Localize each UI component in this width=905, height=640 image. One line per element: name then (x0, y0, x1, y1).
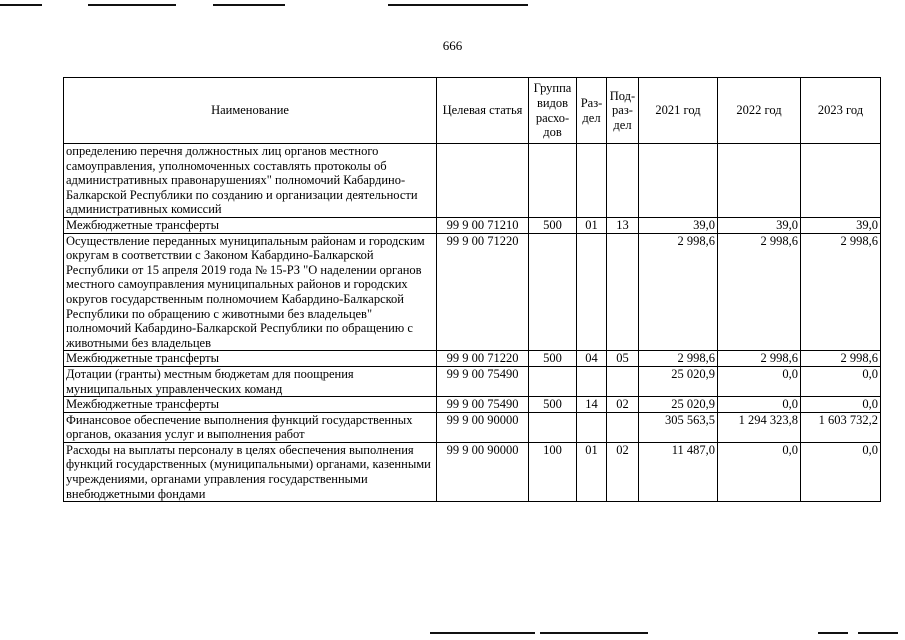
row-name: Межбюджетные трансферты (64, 397, 437, 413)
scan-artifact-line (818, 632, 848, 634)
row-target-article: 99 9 00 71210 (437, 217, 529, 233)
row-2023: 1 603 732,2 (801, 412, 881, 442)
header-2022: 2022 год (718, 78, 801, 144)
row-section: 01 (577, 217, 607, 233)
scan-artifact-line (0, 4, 42, 6)
row-2021: 2 998,6 (639, 233, 718, 351)
table-row (64, 442, 881, 501)
row-name: Осуществление переданных муниципальным районам и городским округам в соответствии с Законом Кабардино-Балкарской Республики от 15 апреля 2019 года № 15-РЗ "О наделении органов местного самоуправления муниципальных районов и городских округов государственным полномочием Кабардино-Балкарской Республики по обращению с животными без владельцев" полномочий Кабардино-Балкарской Республики по обращению с животными без владельцев (64, 233, 437, 351)
row-subsection (607, 412, 639, 442)
row-2021: 25 020,9 (639, 366, 718, 396)
row-name: Межбюджетные трансферты (64, 217, 437, 233)
row-expense-group (529, 233, 577, 351)
row-target-article: 99 9 00 90000 (437, 442, 529, 501)
scan-artifact-line (540, 632, 648, 634)
row-subsection (607, 233, 639, 351)
row-2023: 0,0 (801, 397, 881, 413)
scan-artifact-line (88, 4, 176, 6)
row-target-article: 99 9 00 71220 (437, 233, 529, 351)
table-row (64, 397, 881, 413)
row-2022: 1 294 323,8 (718, 412, 801, 442)
table-row (64, 144, 881, 218)
row-target-article: 99 9 00 71220 (437, 351, 529, 367)
header-expense-group: Группа видов расхо-дов (529, 78, 577, 144)
header-target-article: Целевая статья (437, 78, 529, 144)
row-subsection: 02 (607, 397, 639, 413)
row-2022: 0,0 (718, 397, 801, 413)
row-section (577, 233, 607, 351)
table-row (64, 366, 881, 396)
row-subsection: 02 (607, 442, 639, 501)
row-subsection (607, 144, 639, 218)
page-number: 666 (442, 38, 463, 53)
row-2022: 2 998,6 (718, 233, 801, 351)
row-subsection: 05 (607, 351, 639, 367)
table-row (64, 233, 881, 351)
row-2021: 305 563,5 (639, 412, 718, 442)
row-section: 14 (577, 397, 607, 413)
row-target-article: 99 9 00 90000 (437, 412, 529, 442)
scan-artifact-line (388, 4, 528, 6)
header-2021: 2021 год (639, 78, 718, 144)
header-2023: 2023 год (801, 78, 881, 144)
row-2023: 2 998,6 (801, 233, 881, 351)
row-2022: 0,0 (718, 442, 801, 501)
row-2023: 0,0 (801, 366, 881, 396)
header-name: Наименование (64, 78, 437, 144)
row-2023: 39,0 (801, 217, 881, 233)
row-2022: 0,0 (718, 366, 801, 396)
row-target-article: 99 9 00 75490 (437, 397, 529, 413)
table-header-row (64, 78, 881, 144)
budget-table (63, 77, 881, 502)
row-2022 (718, 144, 801, 218)
table-row (64, 351, 881, 367)
header-section: Раз-дел (577, 78, 607, 144)
row-name: Финансовое обеспечение выполнения функций государственных органов, оказания услуг и выполнения работ (64, 412, 437, 442)
row-2021 (639, 144, 718, 218)
row-subsection (607, 366, 639, 396)
row-name: Межбюджетные трансферты (64, 351, 437, 367)
row-section (577, 366, 607, 396)
row-subsection: 13 (607, 217, 639, 233)
row-section (577, 144, 607, 218)
row-2023: 2 998,6 (801, 351, 881, 367)
row-name: Дотации (гранты) местным бюджетам для поощрения муниципальных управленческих команд (64, 366, 437, 396)
row-2022: 39,0 (718, 217, 801, 233)
row-expense-group: 500 (529, 217, 577, 233)
row-name: Расходы на выплаты персоналу в целях обеспечения выполнения функций государственных (муниципальными) органами, казенными учреждениями, органами управления государственными внебюджетными фондами (64, 442, 437, 501)
row-expense-group (529, 144, 577, 218)
row-expense-group (529, 412, 577, 442)
row-2021: 39,0 (639, 217, 718, 233)
scan-artifact-line (430, 632, 535, 634)
row-expense-group (529, 366, 577, 396)
row-expense-group: 500 (529, 351, 577, 367)
row-2023 (801, 144, 881, 218)
row-2021: 11 487,0 (639, 442, 718, 501)
row-expense-group: 500 (529, 397, 577, 413)
scan-artifact-line (213, 4, 285, 6)
row-section: 01 (577, 442, 607, 501)
row-2021: 2 998,6 (639, 351, 718, 367)
row-expense-group: 100 (529, 442, 577, 501)
row-2023: 0,0 (801, 442, 881, 501)
table-row (64, 412, 881, 442)
row-target-article (437, 144, 529, 218)
table-row (64, 217, 881, 233)
row-2021: 25 020,9 (639, 397, 718, 413)
row-section: 04 (577, 351, 607, 367)
row-name: определению перечня должностных лиц органов местного самоуправления, уполномоченных составлять протоколы об административных правонарушениях" полномочий Кабардино-Балкарской Республики по созданию и организации деятельности административных комиссий (64, 144, 437, 218)
scan-artifact-line (858, 632, 898, 634)
row-target-article: 99 9 00 75490 (437, 366, 529, 396)
header-subsection: Под-раз-дел (607, 78, 639, 144)
row-section (577, 412, 607, 442)
row-2022: 2 998,6 (718, 351, 801, 367)
